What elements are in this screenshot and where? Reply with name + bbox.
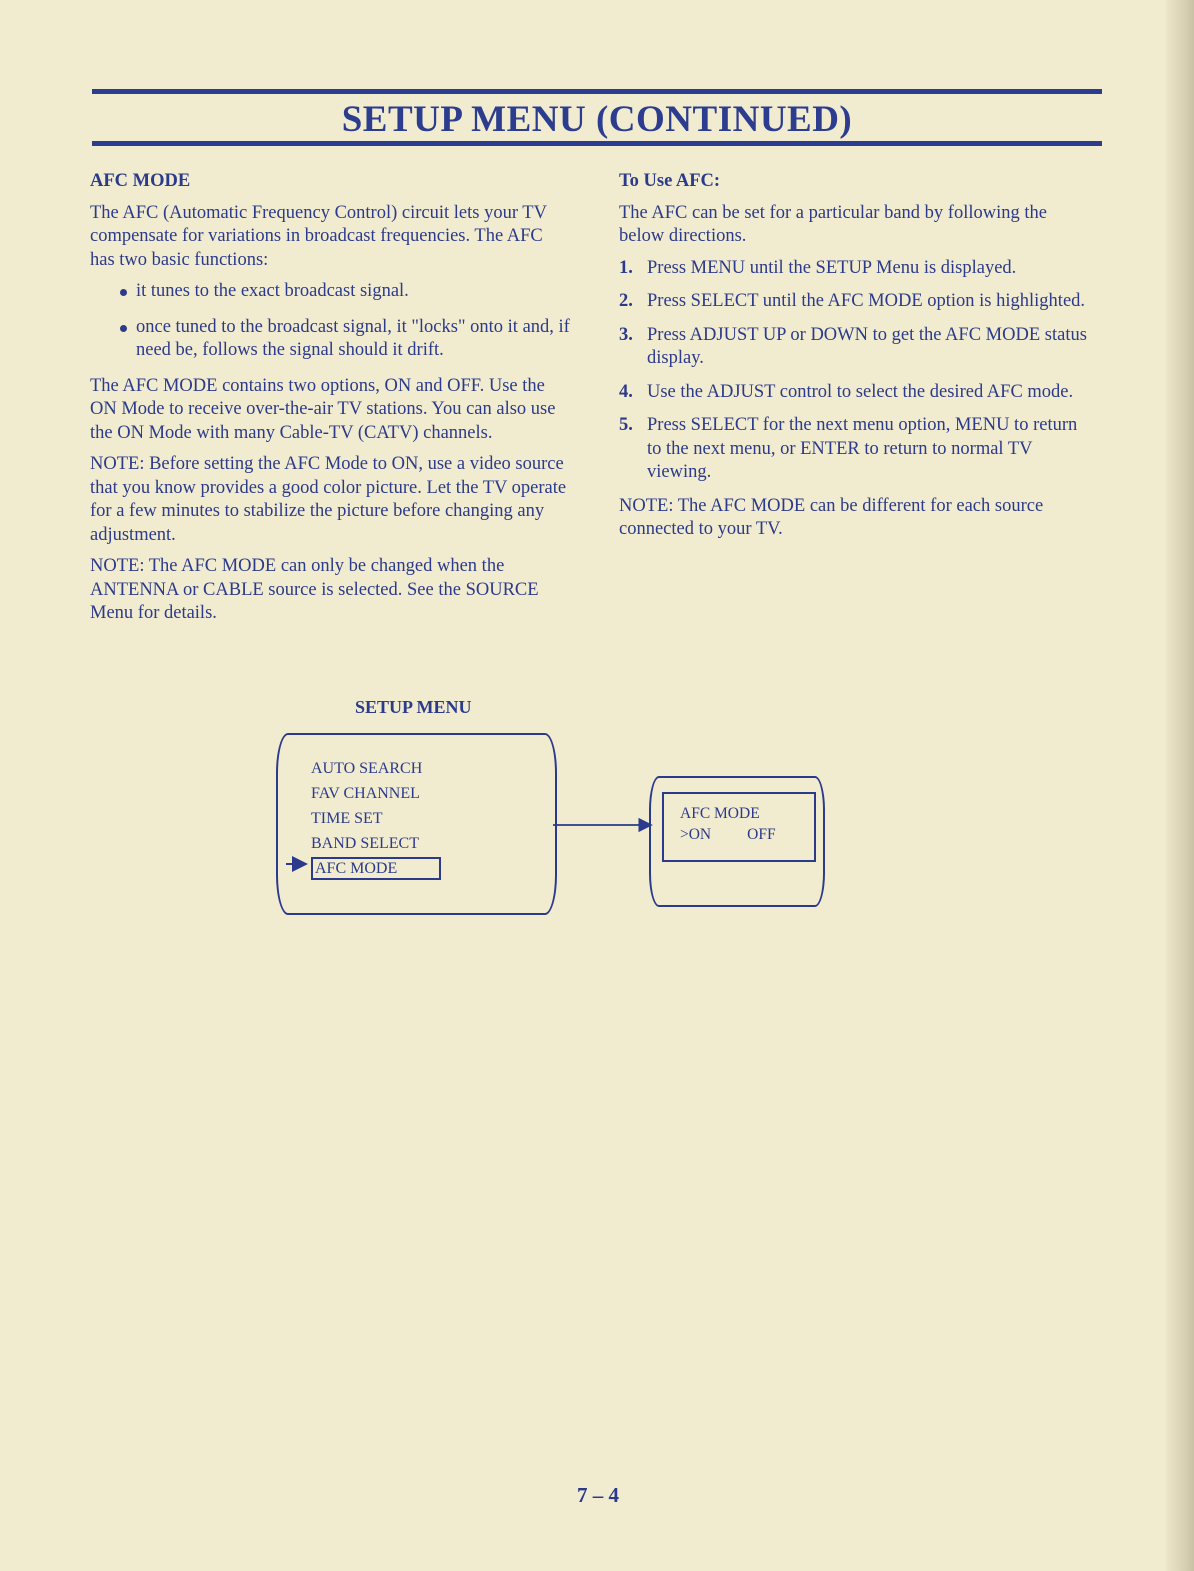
step-text: Press MENU until the SETUP Menu is displayed. xyxy=(647,257,1017,278)
afc-options-paragraph: The AFC MODE contains two options, ON and OFF. Use the ON Mode to receive over-the-air TV stations. You can also use the ON Mode with many Cable-TV (CATV) channels. xyxy=(90,375,556,443)
setup-menu-diagram-label: SETUP MENU xyxy=(355,697,472,717)
afc-off-option: OFF xyxy=(747,826,776,843)
step-text: Use the ADJUST control to select the desired AFC mode. xyxy=(647,381,1074,402)
list-item: once tuned to the broadcast signal, it "locks" onto it and, if need be, follows the signal should it drift. xyxy=(90,316,570,363)
menu-item-auto-search: AUTO SEARCH xyxy=(311,760,423,777)
to-use-intro: The AFC can be set for a particular band by following the below directions. xyxy=(619,202,1047,246)
note-video-source: NOTE: Before setting the AFC Mode to ON, use a video source that you know provides a good color picture. Let the TV operate for a few minutes to stabilize the picture before changing any adjustment. xyxy=(90,454,567,545)
step-number: 5. xyxy=(619,415,633,435)
to-use-afc-heading: To Use AFC: xyxy=(619,171,721,191)
afc-on-option: >ON xyxy=(680,826,712,843)
menu-item-fav-channel: FAV CHANNEL xyxy=(311,785,420,802)
page-title: SETUP MENU (CONTINUED) xyxy=(341,99,853,140)
note-source-restriction: NOTE: The AFC MODE can only be changed when the ANTENNA or CABLE source is selected. See the SOURCE Menu for details. xyxy=(90,556,539,623)
step-text: Press SELECT until the AFC MODE option is highlighted. xyxy=(647,291,1086,311)
menu-item-time-set: TIME SET xyxy=(311,810,383,827)
afc-mode-heading: AFC MODE xyxy=(90,171,191,191)
afc-mode-title: AFC MODE xyxy=(680,805,760,822)
step-text: Press SELECT for the next menu option, MENU to return to the next menu, or ENTER to return to normal TV viewing. xyxy=(647,415,1078,482)
step-text: Press ADJUST UP or DOWN to get the AFC MODE status display. xyxy=(647,324,1087,368)
afc-intro-paragraph: The AFC (Automatic Frequency Control) circuit lets your TV compensate for variations in broadcast frequencies. The AFC has two basic functions: xyxy=(90,202,547,270)
step-number: 1. xyxy=(619,257,633,278)
step-number: 4. xyxy=(619,381,633,402)
menu-item-band-select: BAND SELECT xyxy=(311,835,419,852)
afc-mode-status-text xyxy=(680,803,776,845)
step-number: 2. xyxy=(619,291,633,311)
step-number: 3. xyxy=(619,324,633,345)
note-afc-per-source: NOTE: The AFC MODE can be different for each source connected to your TV. xyxy=(619,495,1044,539)
page-number: 7 – 4 xyxy=(577,1483,619,1507)
list-item: it tunes to the exact broadcast signal. xyxy=(90,280,570,304)
menu-item-afc-mode-highlighted: AFC MODE xyxy=(311,857,441,880)
